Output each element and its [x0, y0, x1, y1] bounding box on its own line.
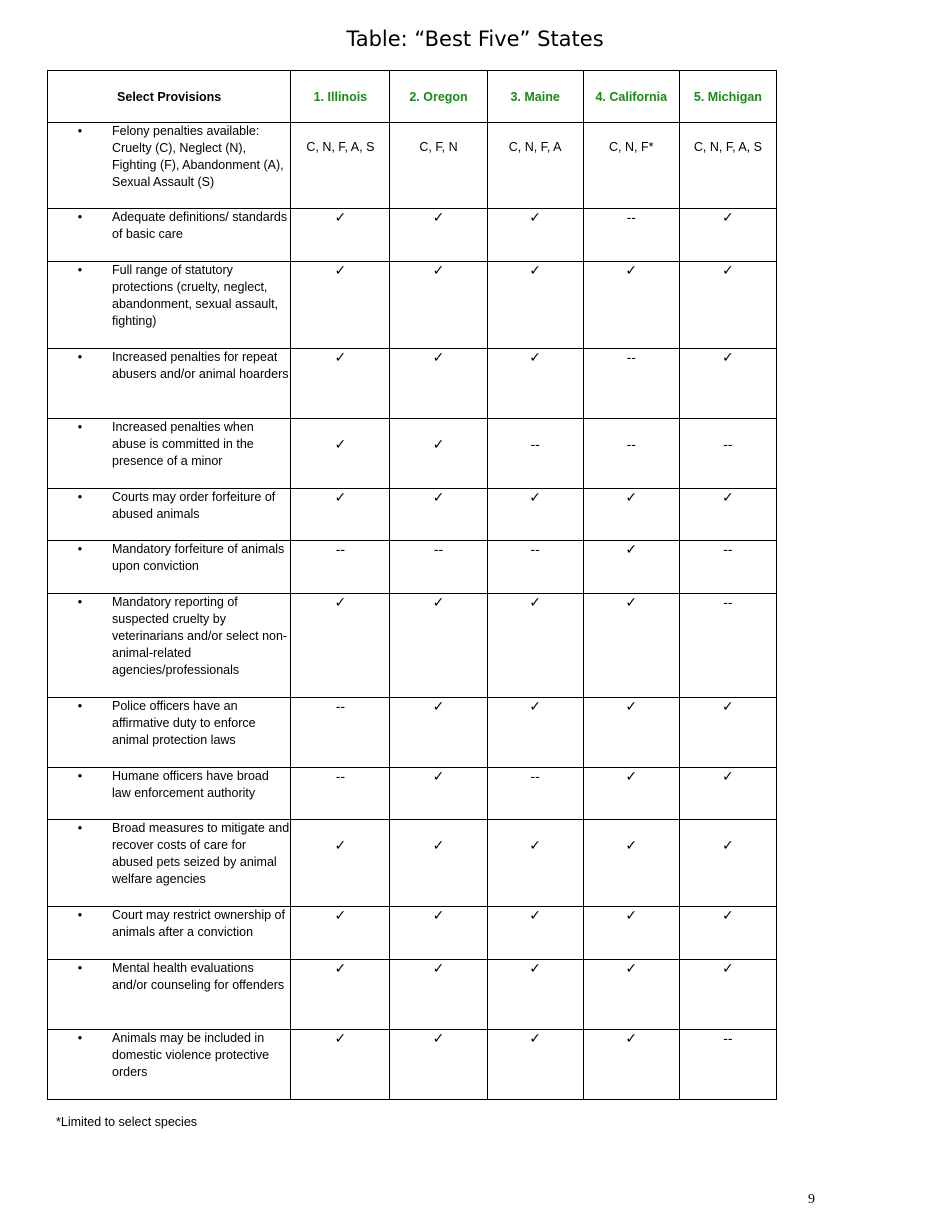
value-cell-michigan: ✓ [679, 907, 776, 960]
bullet-icon: • [77, 210, 83, 224]
provision-text: Broad measures to mitigate and recover costs of care for abused pets seized by animal welfare agencies [112, 821, 290, 886]
bullet-icon: • [77, 542, 83, 556]
value-cell-maine: -- [487, 541, 583, 594]
value-cell-california: ✓ [583, 541, 679, 594]
value-cell-california: -- [583, 419, 679, 489]
value-cell-michigan: ✓ [679, 262, 776, 349]
provision-text: Felony penalties available: Cruelty (C), Neglect (N), Fighting (F), Abandonment (A), Sexual Assault (S) [112, 124, 284, 189]
value-cell-maine: ✓ [487, 594, 583, 698]
value-cell-illinois: ✓ [291, 820, 390, 907]
value-cell-oregon: ✓ [390, 768, 487, 820]
value-cell-maine: ✓ [487, 489, 583, 541]
table-row [48, 123, 777, 209]
provision-text: Adequate definitions/ standards of basic care [112, 210, 288, 241]
provision-cell [48, 768, 291, 820]
value-cell-maine: ✓ [487, 209, 583, 262]
value-cell-california: ✓ [583, 820, 679, 907]
value-cell-oregon: ✓ [390, 698, 487, 768]
header-maine: 3. Maine [487, 71, 583, 123]
value-cell-maine: -- [487, 419, 583, 489]
bullet-icon: • [77, 769, 83, 783]
provision-cell [48, 1030, 291, 1100]
value-cell-illinois: ✓ [291, 1030, 390, 1100]
provision-cell [48, 123, 291, 209]
header-oregon: 2. Oregon [390, 71, 487, 123]
value-cell-maine: ✓ [487, 960, 583, 1030]
table-row [48, 209, 777, 262]
provision-cell [48, 262, 291, 349]
value-cell-oregon: ✓ [390, 419, 487, 489]
value-cell-california: -- [583, 349, 679, 419]
provision-cell [48, 541, 291, 594]
provision-text: Increased penalties when abuse is committed in the presence of a minor [112, 420, 254, 468]
table-row [48, 960, 777, 1030]
table-row [48, 349, 777, 419]
header-california: 4. California [583, 71, 679, 123]
value-cell-illinois: ✓ [291, 209, 390, 262]
value-cell-maine: ✓ [487, 1030, 583, 1100]
value-cell-oregon: ✓ [390, 489, 487, 541]
value-cell-michigan: -- [679, 541, 776, 594]
value-cell-maine: ✓ [487, 698, 583, 768]
value-cell-oregon: ✓ [390, 262, 487, 349]
table-row [48, 489, 777, 541]
value-cell-california: ✓ [583, 698, 679, 768]
bullet-icon: • [77, 1031, 83, 1045]
value-cell-maine: ✓ [487, 262, 583, 349]
value-cell-illinois: -- [291, 698, 390, 768]
value-cell-california: ✓ [583, 594, 679, 698]
provision-cell [48, 489, 291, 541]
value-cell-michigan: ✓ [679, 698, 776, 768]
value-cell-michigan: -- [679, 419, 776, 489]
best-five-states-table [47, 70, 777, 1100]
value-cell-illinois: ✓ [291, 907, 390, 960]
value-cell-california: ✓ [583, 489, 679, 541]
table-title: Table: “Best Five” States [346, 27, 604, 51]
value-cell-california: ✓ [583, 768, 679, 820]
provision-cell [48, 594, 291, 698]
bullet-icon: • [77, 821, 83, 835]
value-cell-california: ✓ [583, 262, 679, 349]
value-cell-michigan: ✓ [679, 820, 776, 907]
provision-cell [48, 698, 291, 768]
value-cell-oregon: ✓ [390, 594, 487, 698]
header-illinois: 1. Illinois [291, 71, 390, 123]
bullet-icon: • [77, 908, 83, 922]
value-cell-oregon: ✓ [390, 209, 487, 262]
value-cell-california: ✓ [583, 907, 679, 960]
value-cell-california: C, N, F* [583, 123, 679, 209]
header-row [48, 71, 777, 123]
table-row [48, 594, 777, 698]
bullet-icon: • [77, 124, 83, 138]
provision-text: Court may restrict ownership of animals after a conviction [112, 908, 285, 939]
value-cell-oregon: ✓ [390, 820, 487, 907]
table-row [48, 262, 777, 349]
bullet-icon: • [77, 420, 83, 434]
bullet-icon: • [77, 350, 83, 364]
page-number: 9 [808, 1192, 815, 1207]
table-row [48, 820, 777, 907]
table-row [48, 541, 777, 594]
table-row [48, 907, 777, 960]
value-cell-michigan: ✓ [679, 489, 776, 541]
value-cell-california: -- [583, 209, 679, 262]
value-cell-oregon: ✓ [390, 960, 487, 1030]
value-cell-maine: C, N, F, A [487, 123, 583, 209]
value-cell-illinois: ✓ [291, 489, 390, 541]
table-row [48, 768, 777, 820]
table-row [48, 698, 777, 768]
provision-text: Humane officers have broad law enforcement authority [112, 769, 269, 800]
value-cell-illinois: -- [291, 768, 390, 820]
value-cell-maine: ✓ [487, 907, 583, 960]
value-cell-california: ✓ [583, 960, 679, 1030]
value-cell-illinois: C, N, F, A, S [291, 123, 390, 209]
provision-text: Mandatory reporting of suspected cruelty by veterinarians and/or select non-animal-related agencies/professionals [112, 595, 288, 677]
value-cell-michigan: C, N, F, A, S [679, 123, 776, 209]
value-cell-oregon: C, F, N [390, 123, 487, 209]
bullet-icon: • [77, 263, 83, 277]
bullet-icon: • [77, 595, 83, 609]
provision-text: Animals may be included in domestic violence protective orders [112, 1031, 270, 1079]
table-row [48, 1030, 777, 1100]
value-cell-oregon: ✓ [390, 907, 487, 960]
value-cell-oregon: ✓ [390, 349, 487, 419]
provision-text: Increased penalties for repeat abusers and/or animal hoarders [112, 350, 289, 381]
value-cell-california: ✓ [583, 1030, 679, 1100]
value-cell-michigan: ✓ [679, 960, 776, 1030]
value-cell-michigan: ✓ [679, 209, 776, 262]
value-cell-michigan: -- [679, 1030, 776, 1100]
value-cell-maine: ✓ [487, 820, 583, 907]
provision-text: Mental health evaluations and/or counseling for offenders [112, 961, 285, 992]
value-cell-illinois: ✓ [291, 262, 390, 349]
provision-cell [48, 419, 291, 489]
value-cell-michigan: -- [679, 594, 776, 698]
provision-cell [48, 209, 291, 262]
value-cell-illinois: ✓ [291, 594, 390, 698]
value-cell-illinois: ✓ [291, 419, 390, 489]
header-select-provisions: Select Provisions [48, 71, 291, 123]
provision-cell [48, 349, 291, 419]
provision-cell [48, 907, 291, 960]
value-cell-maine: ✓ [487, 349, 583, 419]
provision-text: Police officers have an affirmative duty to enforce animal protection laws [112, 699, 256, 747]
bullet-icon: • [77, 490, 83, 504]
table-row [48, 419, 777, 489]
provision-text: Courts may order forfeiture of abused animals [112, 490, 276, 521]
value-cell-oregon: -- [390, 541, 487, 594]
value-cell-illinois: -- [291, 541, 390, 594]
provision-cell [48, 960, 291, 1030]
value-cell-michigan: ✓ [679, 768, 776, 820]
value-cell-illinois: ✓ [291, 960, 390, 1030]
header-michigan: 5. Michigan [679, 71, 776, 123]
value-cell-michigan: ✓ [679, 349, 776, 419]
provision-text: Full range of statutory protections (cruelty, neglect, abandonment, sexual assault, fighting) [112, 263, 279, 328]
provision-cell [48, 820, 291, 907]
bullet-icon: • [77, 699, 83, 713]
value-cell-oregon: ✓ [390, 1030, 487, 1100]
bullet-icon: • [77, 961, 83, 975]
value-cell-illinois: ✓ [291, 349, 390, 419]
footnote: *Limited to select species [56, 1115, 198, 1129]
value-cell-maine: -- [487, 768, 583, 820]
provision-text: Mandatory forfeiture of animals upon conviction [112, 542, 285, 573]
